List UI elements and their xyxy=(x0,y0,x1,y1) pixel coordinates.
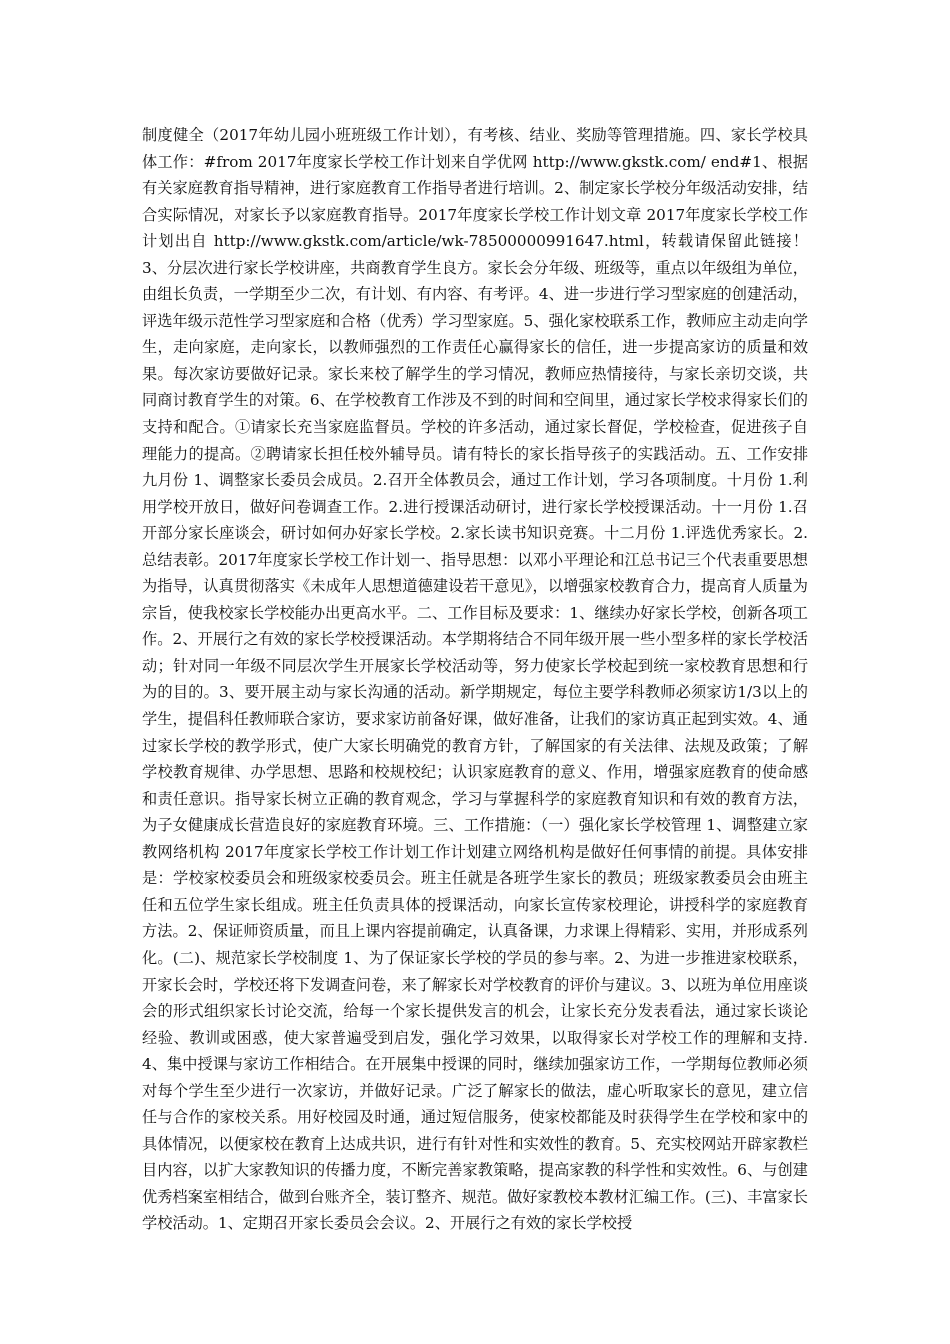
body-paragraph: 制度健全（2017年幼儿园小班班级工作计划），有考核、结业、奖励等管理措施。四、家长学校具体工作：#from 2017年度家长学校工作计划来自学优网 http://www.gkstk.com/ end#1、根据有关家庭教育指导精神，进行家庭教育工作指导者进行培训。2、制定家长学校分年级活动安排，结合实际情况，对家长予以家庭教育指导。2017年度家长学校工作计划文章 2017年度家长学校工作计划出自 http://www.gkstk.com/article/wk-78500000991647.html，转载请保留此链接！3、分层次进行家长学校讲座，共商教育学生良方。家长会分年级、班级等，重点以年级组为单位，由组长负责，一学期至少二次，有计划、有内容、有考评。4、进一步进行学习型家庭的创建活动，评选年级示范性学习型家庭和合格（优秀）学习型家庭。5、强化家校联系工作，教师应主动走向学生，走向家庭，走向家长，以教师强烈的工作责任心赢得家长的信任，进一步提高家访的质量和效果。每次家访要做好记录。家长来校了解学生的学习情况，教师应热情接待，与家长亲切交谈，共同商讨教育学生的对策。6、在学校教育工作涉及不到的时间和空间里，通过家长学校求得家长们的支持和配合。①请家长充当家庭监督员。学校的许多活动，通过家长督促，学校检查，促进孩子自理能力的提高。②聘请家长担任校外辅导员。请有特长的家长指导孩子的实践活动。五、工作安排九月份 1、调整家长委员会成员。2.召开全体教员会，通过工作计划，学习各项制度。十月份 1.利用学校开放日，做好问卷调查工作。2.进行授课活动研讨，进行家长学校授课活动。十一月份 1.召开部分家长座谈会，研讨如何办好家长学校。2.家长读书知识竞赛。十二月份 1.评选优秀家长。2.总结表彰。2017年度家长学校工作计划一、指导思想：以邓小平理论和江总书记三个代表重要思想为指导，认真贯彻落实《未成年人思想道德建设若干意见》，以增强家校教育合力，提高育人质量为宗旨，使我校家长学校能办出更高水平。二、工作目标及要求：1、继续办好家长学校，创新各项工作。2、开展行之有效的家长学校授课活动。本学期将结合不同年级开展一些小型多样的家长学校活动；针对同一年级不同层次学生开展家长学校活动等，努力使家长学校起到统一家校教育思想和行为的目的。3、要开展主动与家长沟通的活动。新学期规定，每位主要学科教师必须家访1/3以上的学生，提倡科任教师联合家访，要求家访前备好课，做好准备，让我们的家访真正起到实效。4、通过家长学校的教学形式，使广大家长明确党的教育方针，了解国家的有关法律、法规及政策；了解学校教育规律、办学思想、思路和校规校纪；认识家庭教育的意义、作用，增强家庭教育的使命感和责任意识。指导家长树立正确的教育观念，学习与掌握科学的家庭教育知识和有效的教育方法，为子女健康成长营造良好的家庭教育环境。三、工作措施：（一）强化家长学校管理 1、调整建立家教网络机构 2017年度家长学校工作计划工作计划建立网络机构是做好任何事情的前提。具体安排是：学校家校委员会和班级家校委员会。班主任就是各班学生家长的教员；班级家教委员会由班主任和五位学生家长组成。班主任负责具体的授课活动，向家长宣传家校理论，讲授科学的家庭教育方法。2、保证师资质量，而且上课内容提前确定，认真备课，力求课上得精彩、实用，并形成系列化。(二)、规范家长学校制度 1、为了保证家长学校的学员的参与率。2、为进一步推进家校联系，开家长会时，学校还将下发调查问卷，来了解家长对学校教育的评价与建议。3、以班为单位用座谈会的形式组织家长讨论交流，给每一个家长提供发言的机会，让家长充分发表看法，通过家长谈论经验、教训或困惑，使大家普遍受到启发，强化学习效果，以取得家长对学校工作的理解和支持.4、集中授课与家访工作相结合。在开展集中授课的同时，继续加强家访工作，一学期每位教师必须对每个学生至少进行一次家访，并做好记录。广泛了解家长的做法，虚心听取家长的意见，建立信任与合作的家校关系。用好校园及时通，通过短信服务，使家校都能及时获得学生在学校和家中的具体情况，以便家校在教育上达成共识，进行有针对性和实效性的教育。5、充实校网站开辟家教栏目内容，以扩大家教知识的传播力度，不断完善家教策略，提高家教的科学性和实效性。6、与创建优秀档案室相结合，做到台账齐全，装订整齐、规范。做好家教校本教材汇编工作。(三)、丰富家长学校活动。1、定期召开家长委员会会议。2、开展行之有效的家长学校授 xyxy=(142,126,808,1233)
